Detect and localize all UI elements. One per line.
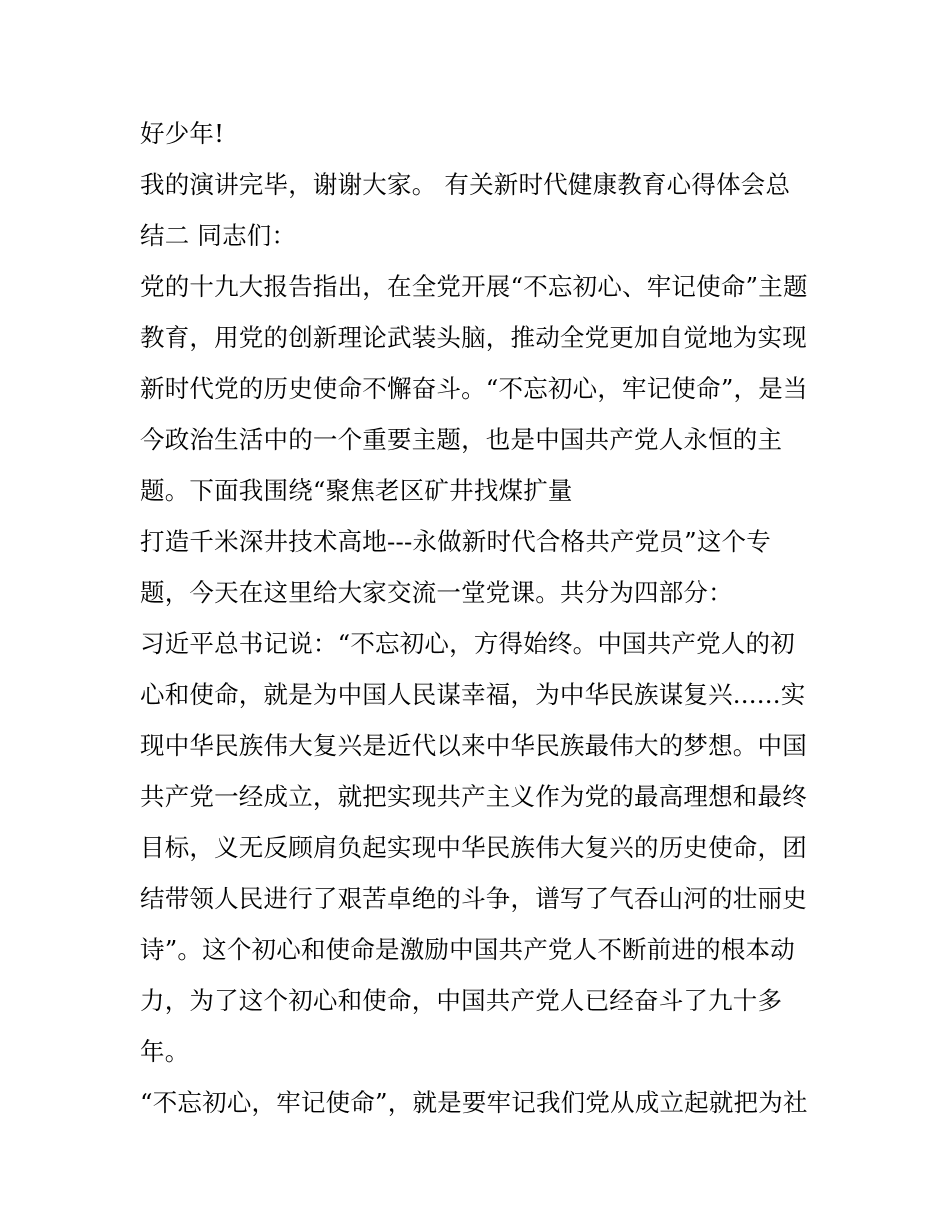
text-line: 今政治生活中的一个重要主题，也是中国共产党人永恒的主 [140,425,783,454]
text-line: 好少年! [140,119,225,148]
text-line: 诗”。这个初心和使命是激励中国共产党人不断前进的根本动 [140,935,795,964]
text-line: 年。 [140,1037,190,1066]
text-line: 教育，用党的创新理论武装头脑，推动全党更加自觉地为实现 [140,323,807,352]
text-line: 新时代党的历史使命不懈奋斗。“不忘初心，牢记使命”，是当 [140,374,808,403]
text-line: 共产党一经成立，就把实现共产主义作为党的最高理想和最终 [140,782,807,811]
text-line: 题，今天在这里给大家交流一堂党课。共分为四部分： [140,578,733,607]
text-line: 现中华民族伟大复兴是近代以来中华民族最伟大的梦想。中国 [140,731,807,760]
text-line: 力，为了这个初心和使命，中国共产党人已经奋斗了九十多 [140,986,783,1015]
text-line: 心和使命，就是为中国人民谋幸福，为中华民族谋复兴......实 [140,680,806,709]
text-line: 习近平总书记说：“不忘初心，方得始终。中国共产党人的初 [140,629,795,658]
document-body [140,108,830,1128]
text-line: 结二 同志们： [140,221,297,250]
text-line: “不忘初心，牢记使命”，就是要牢记我们党从成立起就把为社 [140,1088,808,1117]
text-line: 打造千米深井技术高地---永做新时代合格共产党员”这个专 [140,527,771,556]
text-line: 党的十九大报告指出，在全党开展“不忘初心、牢记使命”主题 [140,272,808,301]
text-line: 结带领人民进行了艰苦卓绝的斗争，谱写了气吞山河的壮丽史 [140,884,807,913]
text-line: 我的演讲完毕，谢谢大家。 有关新时代健康教育心得体会总 [140,170,791,199]
text-line: 目标，义无反顾肩负起实现中华民族伟大复兴的历史使命，团 [140,833,807,862]
text-line: 题。下面我围绕“聚焦老区矿井找煤扩量 [140,476,573,505]
